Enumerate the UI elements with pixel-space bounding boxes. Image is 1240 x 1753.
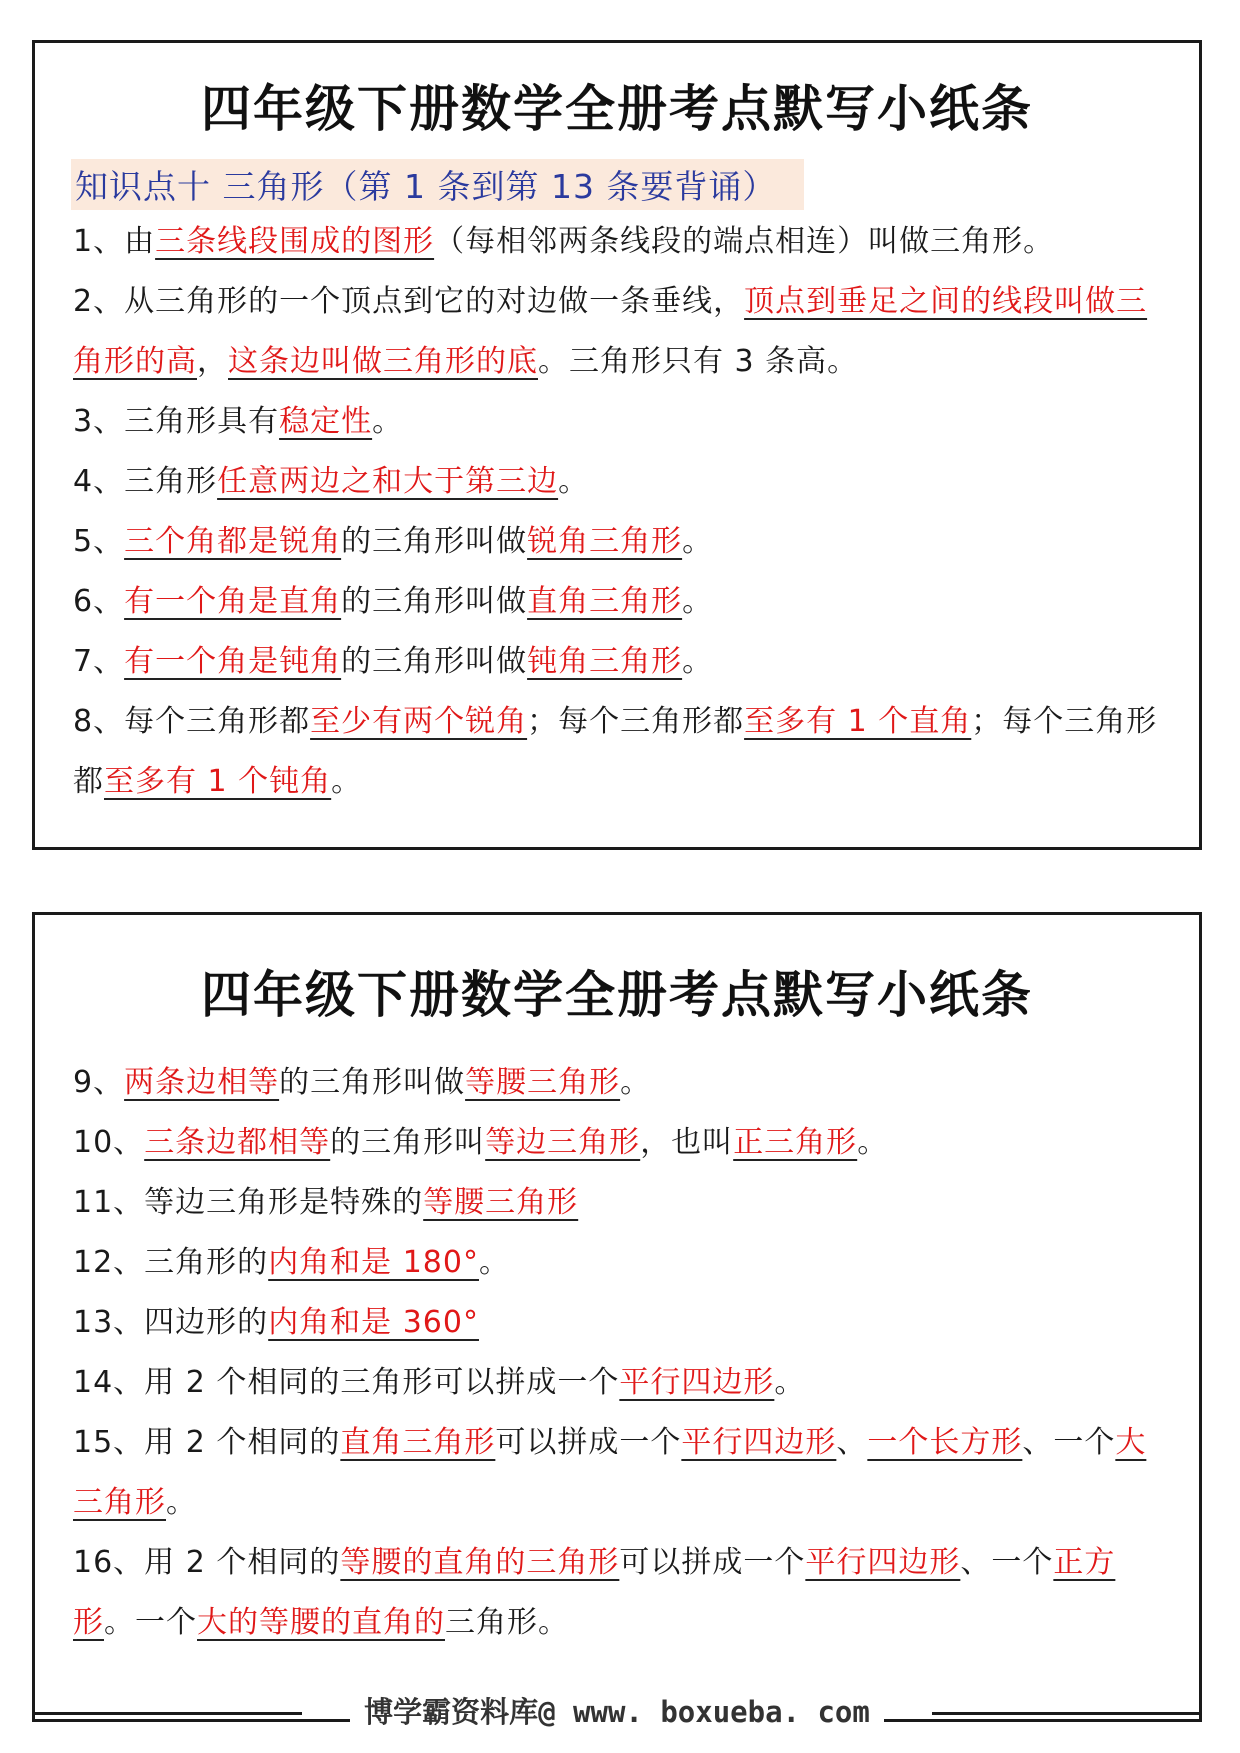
keyword-answer: 有一个角是钝角	[124, 644, 342, 679]
item-text: 的三角形叫做	[341, 524, 528, 559]
item-text: ，	[197, 344, 228, 379]
list-item	[73, 1053, 1163, 1113]
keyword-answer: 任意两边之和大于第三边	[217, 464, 559, 499]
list-item	[73, 1233, 1163, 1293]
item-text: 。	[372, 404, 404, 439]
item-text: 、一个	[1022, 1425, 1116, 1460]
item-text: ；每个三角形都	[73, 704, 1158, 799]
keyword-answer: 正三角形	[733, 1125, 858, 1160]
item-text: 。	[682, 524, 714, 559]
section-heading: 知识点十 三角形（第 1 条到第 13 条要背诵）	[71, 159, 804, 210]
keyword-answer: 至多有 1 个直角	[744, 704, 972, 739]
item-text: 3、三角形具有	[73, 404, 280, 439]
keyword-answer: 至少有两个锐角	[310, 704, 528, 739]
list-item	[73, 632, 1163, 692]
item-text: 8、每个三角形都	[73, 704, 311, 739]
footer-divider-right	[932, 1712, 1202, 1715]
keyword-answer: 有一个角是直角	[124, 584, 342, 619]
item-text: 可以拼成一个	[619, 1545, 806, 1580]
keyword-answer: 钝角三角形	[527, 644, 683, 679]
list-item	[73, 1293, 1163, 1353]
keyword-answer: 锐角三角形	[527, 524, 683, 559]
keyword-answer: 稳定性	[279, 404, 373, 439]
item-text: 的三角形叫做	[279, 1065, 466, 1100]
keyword-answer: 平行四边形	[619, 1365, 775, 1400]
card-2	[32, 912, 1202, 1722]
item-text: 10、	[73, 1125, 145, 1160]
list-item	[73, 692, 1163, 812]
keyword-answer: 一个长方形	[867, 1425, 1023, 1460]
keyword-answer: 等腰三角形	[465, 1065, 621, 1100]
item-text: 16、用 2 个相同的	[73, 1545, 341, 1580]
keyword-answer: 内角和是 180°	[268, 1245, 479, 1280]
keyword-answer: 顶点到垂足之间的线段叫做三角形的高	[73, 284, 1148, 379]
footer-text: 博学霸资料库@ www. boxueba. com	[350, 1690, 884, 1731]
item-text: ；每个三角形都	[527, 704, 745, 739]
item-text: 12、三角形的	[73, 1245, 269, 1280]
item-text: ，也叫	[640, 1125, 734, 1160]
card-1	[32, 40, 1202, 850]
keyword-answer: 正方形	[73, 1545, 1116, 1640]
list-item	[73, 1113, 1163, 1173]
item-text: 。	[774, 1365, 806, 1400]
item-text: 11、等边三角形是特殊的	[73, 1185, 424, 1220]
item-text: 的三角形叫做	[341, 644, 528, 679]
item-text: 。	[331, 764, 363, 799]
item-text: 。	[682, 644, 714, 679]
item-text: 。	[682, 584, 714, 619]
keyword-answer: 这条边叫做三角形的底	[228, 344, 538, 379]
item-text: 、一个	[960, 1545, 1054, 1580]
keyword-answer: 两条边相等	[124, 1065, 280, 1100]
list-item	[73, 1413, 1163, 1533]
item-text: 。	[857, 1125, 889, 1160]
keyword-answer: 等边三角形	[485, 1125, 641, 1160]
item-text: 。	[478, 1245, 510, 1280]
list-item	[73, 452, 1163, 512]
keyword-answer: 等腰的直角的三角形	[340, 1545, 620, 1580]
item-text: 15、用 2 个相同的	[73, 1425, 341, 1460]
keyword-answer: 三个角都是锐角	[124, 524, 342, 559]
keyword-answer: 直角三角形	[340, 1425, 496, 1460]
keyword-answer: 等腰三角形	[423, 1185, 579, 1220]
list-item	[73, 212, 1163, 272]
item-text: 的三角形叫做	[341, 584, 528, 619]
item-text: 13、四边形的	[73, 1305, 269, 1340]
card-2-title: 四年级下册数学全册考点默写小纸条	[201, 965, 1033, 1024]
list-item	[73, 1353, 1163, 1413]
item-text: 5、	[73, 524, 125, 559]
item-text: （每相邻两条线段的端点相连）叫做三角形。	[434, 224, 1055, 259]
item-text: 6、	[73, 584, 125, 619]
item-text: 。	[620, 1065, 652, 1100]
footer-divider-left	[32, 1712, 302, 1715]
item-text: 三角形。	[445, 1605, 569, 1640]
item-text: 9、	[73, 1065, 125, 1100]
keyword-answer: 至多有 1 个钝角	[104, 764, 332, 799]
card-1-items	[35, 212, 1199, 812]
item-text: 的三角形叫	[330, 1125, 486, 1160]
item-text: 可以拼成一个	[495, 1425, 682, 1460]
item-text: 。	[558, 464, 590, 499]
item-text: 。三角形只有 3 条高。	[538, 344, 859, 379]
list-item	[73, 392, 1163, 452]
keyword-answer: 三条线段围成的图形	[155, 224, 435, 259]
footer-watermark	[32, 1690, 1202, 1730]
card-1-title: 四年级下册数学全册考点默写小纸条	[201, 79, 1033, 138]
keyword-answer: 大三角形	[73, 1425, 1147, 1520]
keyword-answer: 直角三角形	[527, 584, 683, 619]
keyword-answer: 内角和是 360°	[268, 1305, 479, 1340]
keyword-answer: 三条边都相等	[144, 1125, 331, 1160]
list-item	[73, 272, 1163, 392]
item-text: 2、从三角形的一个顶点到它的对边做一条垂线，	[73, 284, 745, 319]
list-item	[73, 1533, 1163, 1653]
list-item	[73, 572, 1163, 632]
card-2-items	[35, 1053, 1199, 1653]
keyword-answer: 大的等腰的直角的	[197, 1605, 445, 1640]
item-text: 。一个	[104, 1605, 197, 1640]
keyword-answer: 平行四边形	[681, 1425, 837, 1460]
item-text: 、	[836, 1425, 868, 1460]
list-item	[73, 1173, 1163, 1233]
keyword-answer: 平行四边形	[805, 1545, 961, 1580]
list-item	[73, 512, 1163, 572]
item-text: 1、由	[73, 224, 156, 259]
item-text: 14、用 2 个相同的三角形可以拼成一个	[73, 1365, 620, 1400]
item-text: 。	[166, 1485, 197, 1520]
item-text: 4、三角形	[73, 464, 218, 499]
item-text: 7、	[73, 644, 125, 679]
